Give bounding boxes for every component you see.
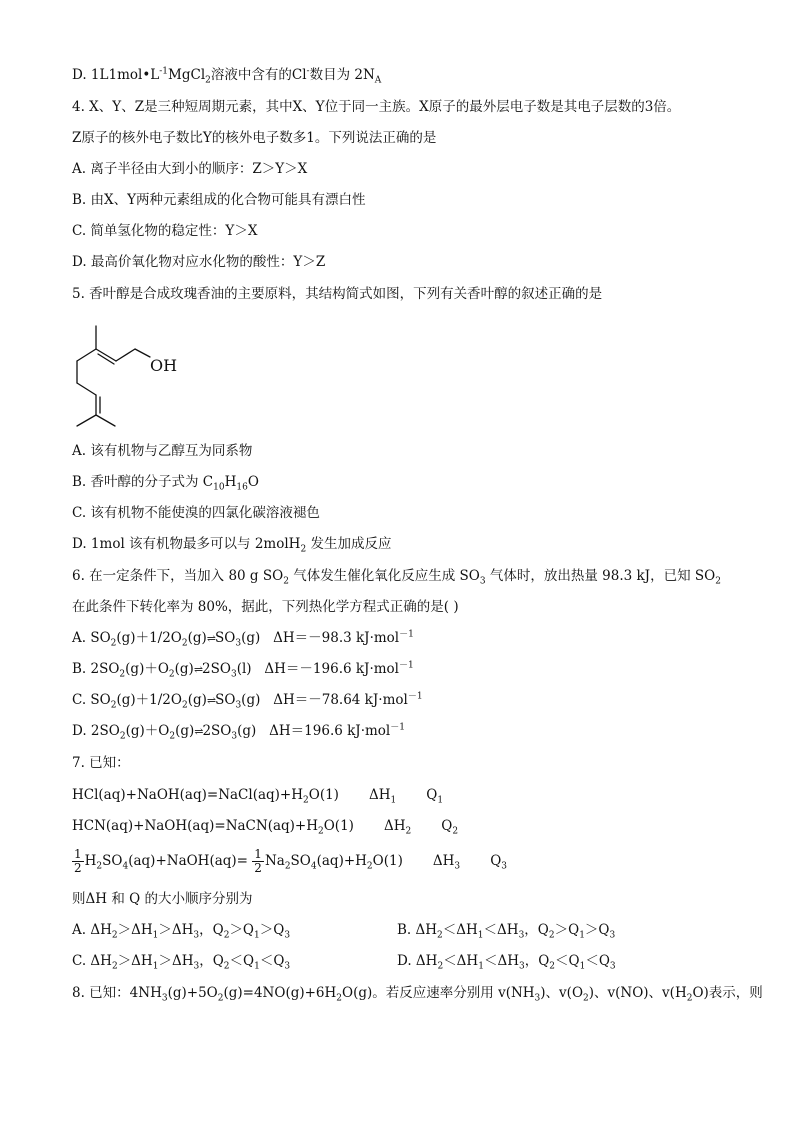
fraction-half: $\frac{1}{2}$ [254, 847, 262, 875]
q6-option-c: C. $SO_2(g)+1/2O_2(g)\rightleftharpoons SO_3(g)$ ΔH＝－78.64 kJ·mol$^{-1}$ [72, 691, 423, 711]
bond-methyl-right [96, 415, 115, 426]
bond-c3-c4 [77, 349, 96, 361]
fraction-half: $\frac{1}{2}$ [74, 847, 82, 875]
q4-option-b: B. 由X、Y两种元素组成的化合物可能具有漂白性 [72, 192, 366, 208]
q4-stem-2: Z原子的核外电子数比Y的核外电子数多1。下列说法正确的是 [72, 130, 437, 146]
q8-stem: 8. 已知：$4NH_3(g)+5O_2(g)=4NO(g)+6H_2O(g)$。若反应速率分别用 $v(NH_3)$、$v(O_2)$、v(NO)、$v(H_2O)$表示，则 [72, 985, 763, 1004]
q4-option-d: D. 最高价氧化物对应水化物的酸性：Y＞Z [72, 254, 326, 270]
q7-equation-2: $HCN(aq)+NaOH(aq)=NaCN(aq)+H_2O(1)$ $\Delta H_2$ $Q_2$ [72, 818, 459, 837]
bond-c1-o [135, 349, 150, 357]
bond-methyl-left [77, 415, 96, 426]
q3-option-d: D. $1L1mol•L^{-1}MgCl_2$溶液中含有的Cl-数目为 $2N_A$ [72, 66, 382, 86]
q7-option-a: A. $\Delta H_2>\Delta H_1>\Delta H_3$，$Q_2>Q_1>Q_3$ [72, 922, 291, 941]
q5-option-b: B. 香叶醇的分子式为 $C_{10}H_{16}O$ [72, 474, 259, 493]
q4-option-c: C. 简单氢化物的稳定性：Y＞X [72, 223, 258, 239]
q7-option-d: D. $\Delta H_2<\Delta H_1<\Delta H_3$，$Q_2<Q_1<Q_3$ [397, 953, 616, 972]
q6-option-b: B. $2SO_2(g)+O_2(g)\rightleftharpoons 2SO_3(l)$ ΔH＝－196.6 kJ·mol$^{-1}$ [72, 660, 414, 680]
q5-stem: 5. 香叶醇是合成玫瑰香油的主要原料，其结构简式如图，下列有关香叶醇的叙述正确的是 [72, 286, 603, 302]
q6-stem-2: 在此条件下转化率为 80%，据此，下列热化学方程式正确的是( ) [72, 599, 459, 615]
q7-ask: 则ΔH 和 Q 的大小顺序分别为 [72, 891, 253, 907]
bond-c2-c1 [116, 349, 135, 361]
q6-stem-1: 6. 在一定条件下，当加入 80 g $SO_2$ 气体发生催化氧化反应生成 $SO_3$ 气体时，放出热量 98.3 kJ，已知 $SO_2$ [72, 568, 721, 587]
geraniol-structure-diagram [70, 322, 200, 432]
q7-option-b: B. $\Delta H_2<\Delta H_1<\Delta H_3$，$Q_2>Q_1>Q_3$ [397, 922, 616, 941]
bond-c5-c6 [77, 383, 96, 395]
oh-label: OH [150, 356, 178, 375]
q5-option-a: A. 该有机物与乙醇互为同系物 [72, 443, 253, 459]
q5-option-d: D. 1mol 该有机物最多可以与 2molH$_2$ 发生加成反应 [72, 536, 392, 555]
q7-stem: 7. 已知： [72, 755, 130, 771]
q6-option-d: D. $2SO_2(g)+O_2(g)\rightleftharpoons 2SO_3(g)$ ΔH＝196.6 kJ·mol$^{-1}$ [72, 722, 405, 742]
q7-option-c: C. $\Delta H_2>\Delta H_1>\Delta H_3$，$Q_2<Q_1<Q_3$ [72, 953, 291, 972]
q4-option-a: A. 离子半径由大到小的顺序：Z＞Y＞X [72, 161, 308, 177]
q7-equation-1: $HCl(aq)+NaOH(aq)=NaCl(aq)+H_2O(1)$ $\Delta H_1$ $Q_1$ [72, 787, 444, 806]
q4-stem-1: 4. X、Y、Z是三种短周期元素，其中X、Y位于同一主族。X原子的最外层电子数是其电子层数的3倍。 [72, 99, 681, 115]
q5-option-c: C. 该有机物不能使溴的四氯化碳溶液褪色 [72, 505, 320, 521]
q6-option-a: A. $SO_2(g)+1/2O_2(g)\rightleftharpoons SO_3(g)$ ΔH＝－98.3 kJ·mol$^{-1}$ [72, 629, 414, 649]
q7-equation-3: $\frac{1}{2}$ $H_2SO_4(aq)+NaOH(aq)=$ $\frac{1}{2}$ $Na_2SO_4(aq)+H_2O(1)$ $\Delta H_3$ $Q_3$ [74, 847, 507, 875]
